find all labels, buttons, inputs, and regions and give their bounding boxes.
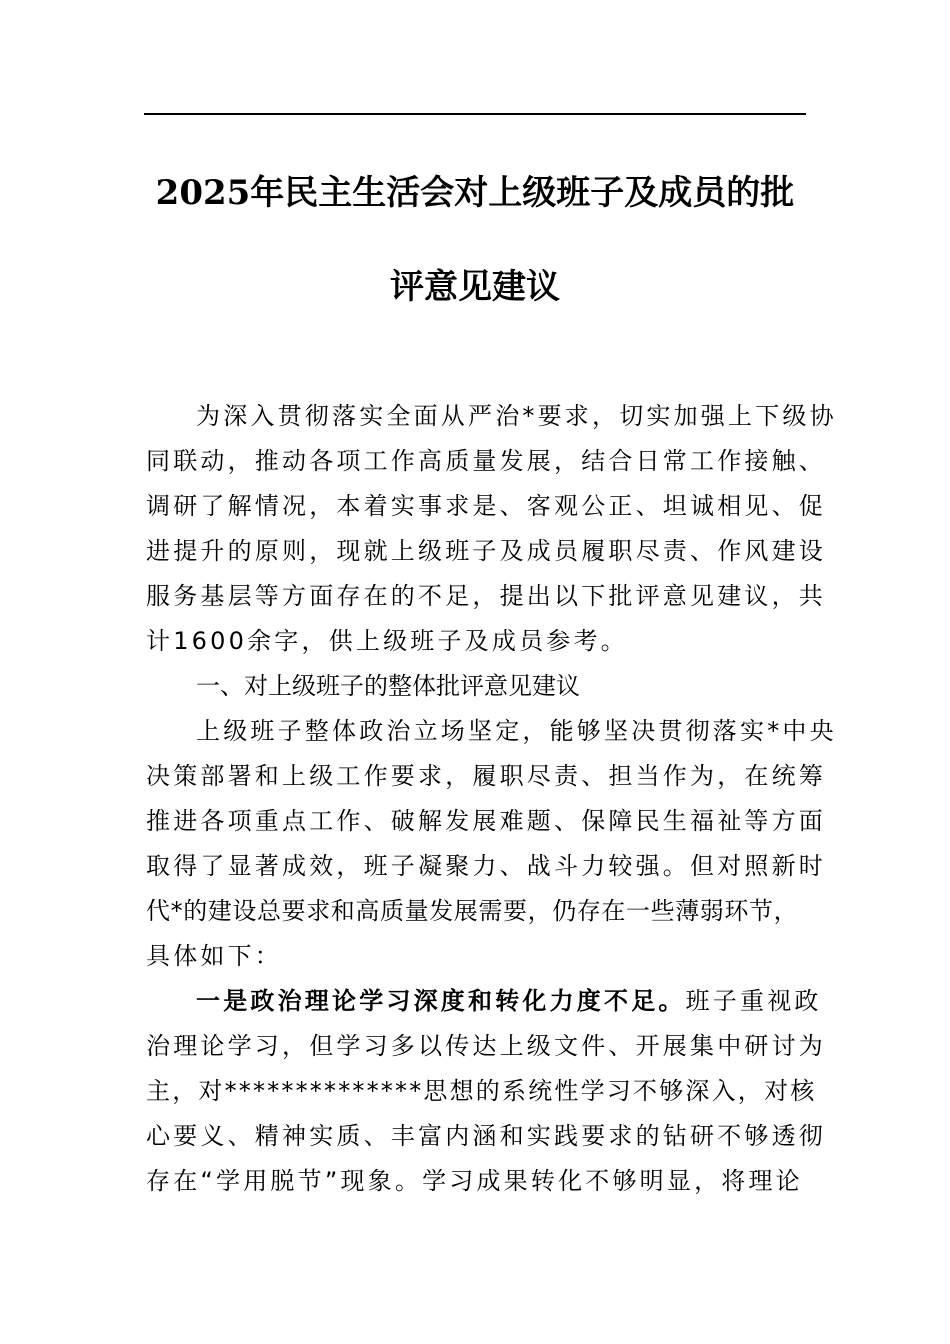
document-body	[146, 394, 837, 1204]
intro-line: 调研了解情况，本着实事求是、客观公正、坦诚相见、促	[146, 492, 826, 520]
point-lead-rest: 班子重视政	[685, 987, 822, 1015]
intro-line: 进提升的原则，现就上级班子及成员履职尽责、作风建设	[146, 537, 826, 565]
document-title	[144, 168, 806, 312]
point-line: 心要义、精神实质、丰富内涵和实践要求的钻研不够透彻	[146, 1122, 826, 1150]
title-line-2: 评意见建议	[390, 267, 560, 307]
section-heading: 一、对上级班子的整体批评意见建议	[196, 672, 580, 700]
section-line: 代*的建设总要求和高质量发展需要，仍存在一些薄弱环节，	[146, 897, 799, 925]
section-line: 上级班子整体政治立场坚定，能够坚决贯彻落实*中央	[196, 717, 837, 745]
title-line-1: 2025年民主生活会对上级班子及成员的批	[155, 173, 795, 213]
intro-line: 为深入贯彻落实全面从严治*要求，切实加强上下级协	[196, 402, 837, 430]
intro-line: 同联动，推动各项工作高质量发展，结合日常工作接触、	[146, 447, 826, 475]
header-rule	[144, 113, 806, 115]
section-line: 决策部署和上级工作要求，履职尽责、担当作为，在统筹	[146, 762, 826, 790]
section-line: 取得了显著成效，班子凝聚力、战斗力较强。但对照新时	[146, 852, 826, 880]
point-line: 治理论学习，但学习多以传达上级文件、开展集中研讨为	[146, 1032, 826, 1060]
section-line: 推进各项重点工作、破解发展难题、保障民生福祉等方面	[146, 807, 826, 835]
intro-line: 服务基层等方面存在的不足，提出以下批评意见建议，共	[146, 582, 826, 610]
point-line: 主，对**************思想的系统性学习不够深入，对核	[146, 1077, 817, 1105]
section-line: 具体如下：	[146, 942, 282, 970]
point-line: 存在“学用脱节”现象。学习成果转化不够明显，将理论	[146, 1167, 803, 1195]
point-lead: 一是政治理论学习深度和转化力度不足。	[196, 987, 686, 1015]
point-first-line	[146, 979, 822, 1024]
intro-line: 计1600余字，供上级班子及成员参考。	[146, 627, 628, 655]
